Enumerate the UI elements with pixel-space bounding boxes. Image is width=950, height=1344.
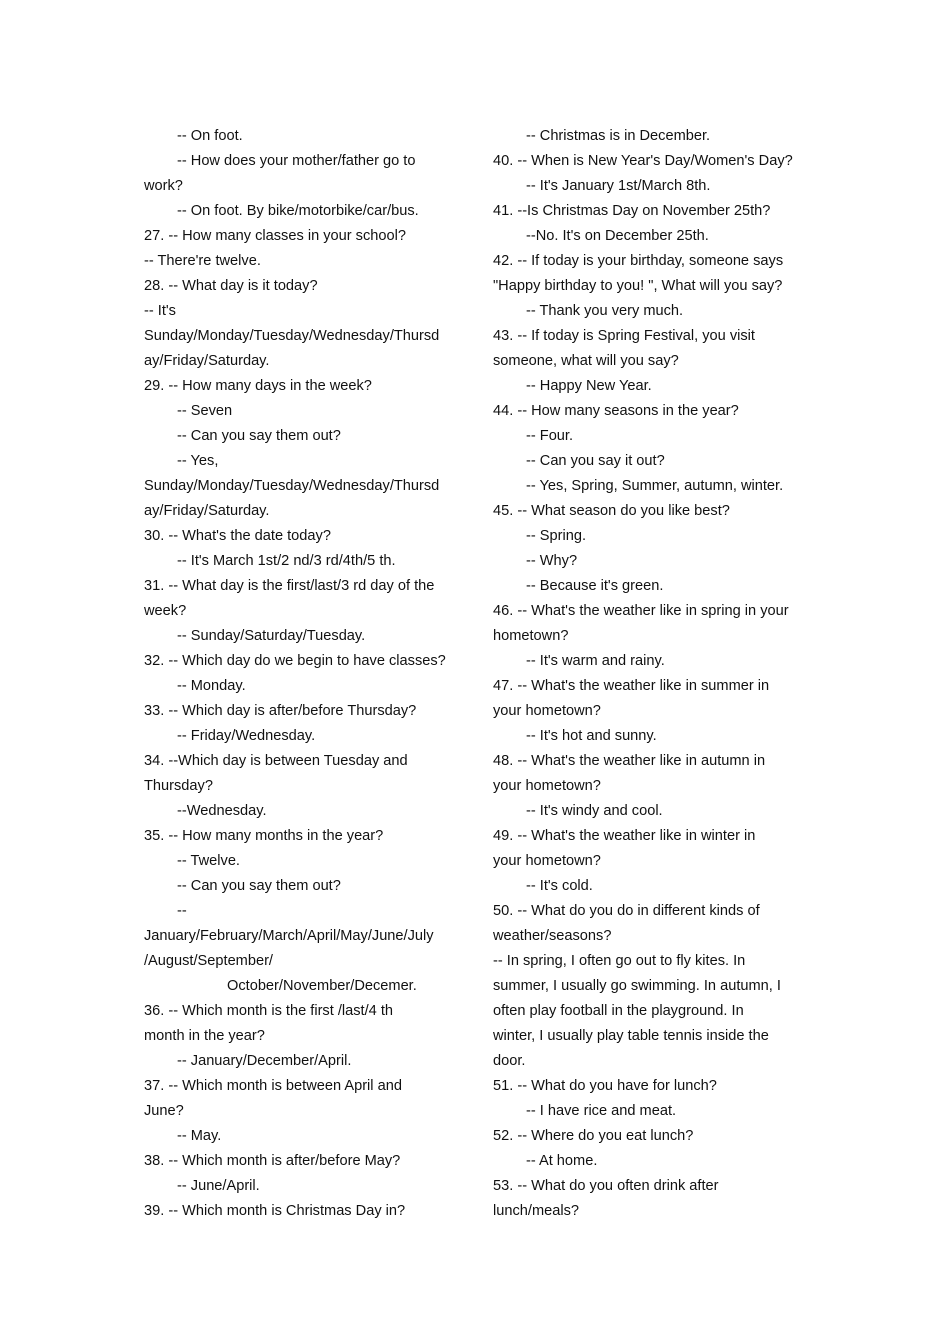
text-line: Sunday/Monday/Tuesday/Wednesday/Thursd xyxy=(144,328,440,344)
text-line: 31. -- What day is the first/last/3 rd day of the xyxy=(144,578,435,594)
text-line: -- Can you say them out? xyxy=(177,878,341,894)
right-text-column xyxy=(493,124,813,1224)
text-line: /August/September/ xyxy=(144,953,273,969)
text-line: 35. -- How many months in the year? xyxy=(144,828,384,844)
text-line: -- May. xyxy=(177,1128,222,1144)
text-line: 49. -- What's the weather like in winter in xyxy=(493,828,756,844)
text-line: -- Seven xyxy=(177,403,233,419)
text-line: 46. -- What's the weather like in spring in your xyxy=(493,603,789,619)
text-line: lunch/meals? xyxy=(493,1203,579,1219)
text-line: often play football in the playground. In xyxy=(493,1003,744,1019)
text-line: -- Thank you very much. xyxy=(526,303,684,319)
text-line: October/November/Decemer. xyxy=(227,978,417,994)
text-line: month in the year? xyxy=(144,1028,265,1044)
text-line: 40. -- When is New Year's Day/Women's Day? xyxy=(493,153,793,169)
text-line: 52. -- Where do you eat lunch? xyxy=(493,1128,694,1144)
text-line: 29. -- How many days in the week? xyxy=(144,378,372,394)
text-line: -- At home. xyxy=(526,1153,598,1169)
text-line: 45. -- What season do you like best? xyxy=(493,503,730,519)
text-line: June? xyxy=(144,1103,184,1119)
text-line: -- January/December/April. xyxy=(177,1053,352,1069)
text-line: -- Monday. xyxy=(177,678,246,694)
text-line: -- Yes, Spring, Summer, autumn, winter. xyxy=(526,478,784,494)
text-line: --No. It's on December 25th. xyxy=(526,228,709,244)
text-line: 51. -- What do you have for lunch? xyxy=(493,1078,717,1094)
text-line: hometown? xyxy=(493,628,569,644)
text-line: -- On foot. By bike/motorbike/car/bus. xyxy=(177,203,419,219)
text-line: -- Spring. xyxy=(526,528,587,544)
text-line: -- Four. xyxy=(526,428,574,444)
text-line: -- Sunday/Saturday/Tuesday. xyxy=(177,628,366,644)
text-line: -- It's warm and rainy. xyxy=(526,653,665,669)
text-line: -- It's January 1st/March 8th. xyxy=(526,178,711,194)
text-line: summer, I usually go swimming. In autumn, I xyxy=(493,978,781,994)
text-line: Thursday? xyxy=(144,778,213,794)
text-line: winter, I usually play table tennis inside the xyxy=(493,1028,769,1044)
text-line: 37. -- Which month is between April and xyxy=(144,1078,402,1094)
text-line: -- Twelve. xyxy=(177,853,240,869)
left-text-column xyxy=(144,124,462,1224)
text-line: your hometown? xyxy=(493,778,601,794)
text-line: work? xyxy=(144,178,183,194)
text-line: -- How does your mother/father go to xyxy=(177,153,416,169)
text-line: 39. -- Which month is Christmas Day in? xyxy=(144,1203,406,1219)
text-line: -- It's cold. xyxy=(526,878,593,894)
text-line: -- It's hot and sunny. xyxy=(526,728,657,744)
text-line: 28. -- What day is it today? xyxy=(144,278,318,294)
text-line: -- On foot. xyxy=(177,128,243,144)
text-line: -- There're twelve. xyxy=(144,253,261,269)
text-line: door. xyxy=(493,1053,526,1069)
text-line: 27. -- How many classes in your school? xyxy=(144,228,406,244)
text-line: ay/Friday/Saturday. xyxy=(144,503,270,519)
text-line: ay/Friday/Saturday. xyxy=(144,353,270,369)
text-line: -- Why? xyxy=(526,553,578,569)
text-line: -- It's xyxy=(144,303,176,319)
text-line: 30. -- What's the date today? xyxy=(144,528,331,544)
text-line: -- June/April. xyxy=(177,1178,260,1194)
text-line: -- Because it's green. xyxy=(526,578,664,594)
text-line: 50. -- What do you do in different kinds of xyxy=(493,903,760,919)
text-line: 43. -- If today is Spring Festival, you visit xyxy=(493,328,755,344)
text-line: -- It's March 1st/2 nd/3 rd/4th/5 th. xyxy=(177,553,396,569)
text-line: -- Christmas is in December. xyxy=(526,128,711,144)
text-line: -- In spring, I often go out to fly kites. In xyxy=(493,953,746,969)
text-line: 33. -- Which day is after/before Thursday? xyxy=(144,703,417,719)
text-line: 44. -- How many seasons in the year? xyxy=(493,403,739,419)
text-line: -- Happy New Year. xyxy=(526,378,652,394)
text-line: 48. -- What's the weather like in autumn in xyxy=(493,753,766,769)
text-line: 53. -- What do you often drink after xyxy=(493,1178,719,1194)
text-line: -- Can you say it out? xyxy=(526,453,665,469)
text-line: 47. -- What's the weather like in summer in xyxy=(493,678,770,694)
text-line: someone, what will you say? xyxy=(493,353,679,369)
text-line: 32. -- Which day do we begin to have classes? xyxy=(144,653,446,669)
text-line: -- It's windy and cool. xyxy=(526,803,663,819)
text-line: 38. -- Which month is after/before May? xyxy=(144,1153,401,1169)
text-line: your hometown? xyxy=(493,703,601,719)
text-line: January/February/March/April/May/June/July xyxy=(144,928,434,944)
text-line: --Wednesday. xyxy=(177,803,267,819)
text-line: your hometown? xyxy=(493,853,601,869)
text-line: 36. -- Which month is the first /last/4 th xyxy=(144,1003,393,1019)
text-line: -- Yes, xyxy=(177,453,219,469)
text-line: 41. --Is Christmas Day on November 25th? xyxy=(493,203,771,219)
text-line: 34. --Which day is between Tuesday and xyxy=(144,753,408,769)
text-line: "Happy birthday to you! ", What will you say? xyxy=(493,278,783,294)
text-line: Sunday/Monday/Tuesday/Wednesday/Thursd xyxy=(144,478,440,494)
text-line: -- xyxy=(177,903,187,919)
text-line: -- Friday/Wednesday. xyxy=(177,728,316,744)
text-line: -- I have rice and meat. xyxy=(526,1103,677,1119)
text-line: week? xyxy=(144,603,187,619)
text-line: -- Can you say them out? xyxy=(177,428,341,444)
text-line: 42. -- If today is your birthday, someone says xyxy=(493,253,784,269)
text-line: weather/seasons? xyxy=(493,928,612,944)
